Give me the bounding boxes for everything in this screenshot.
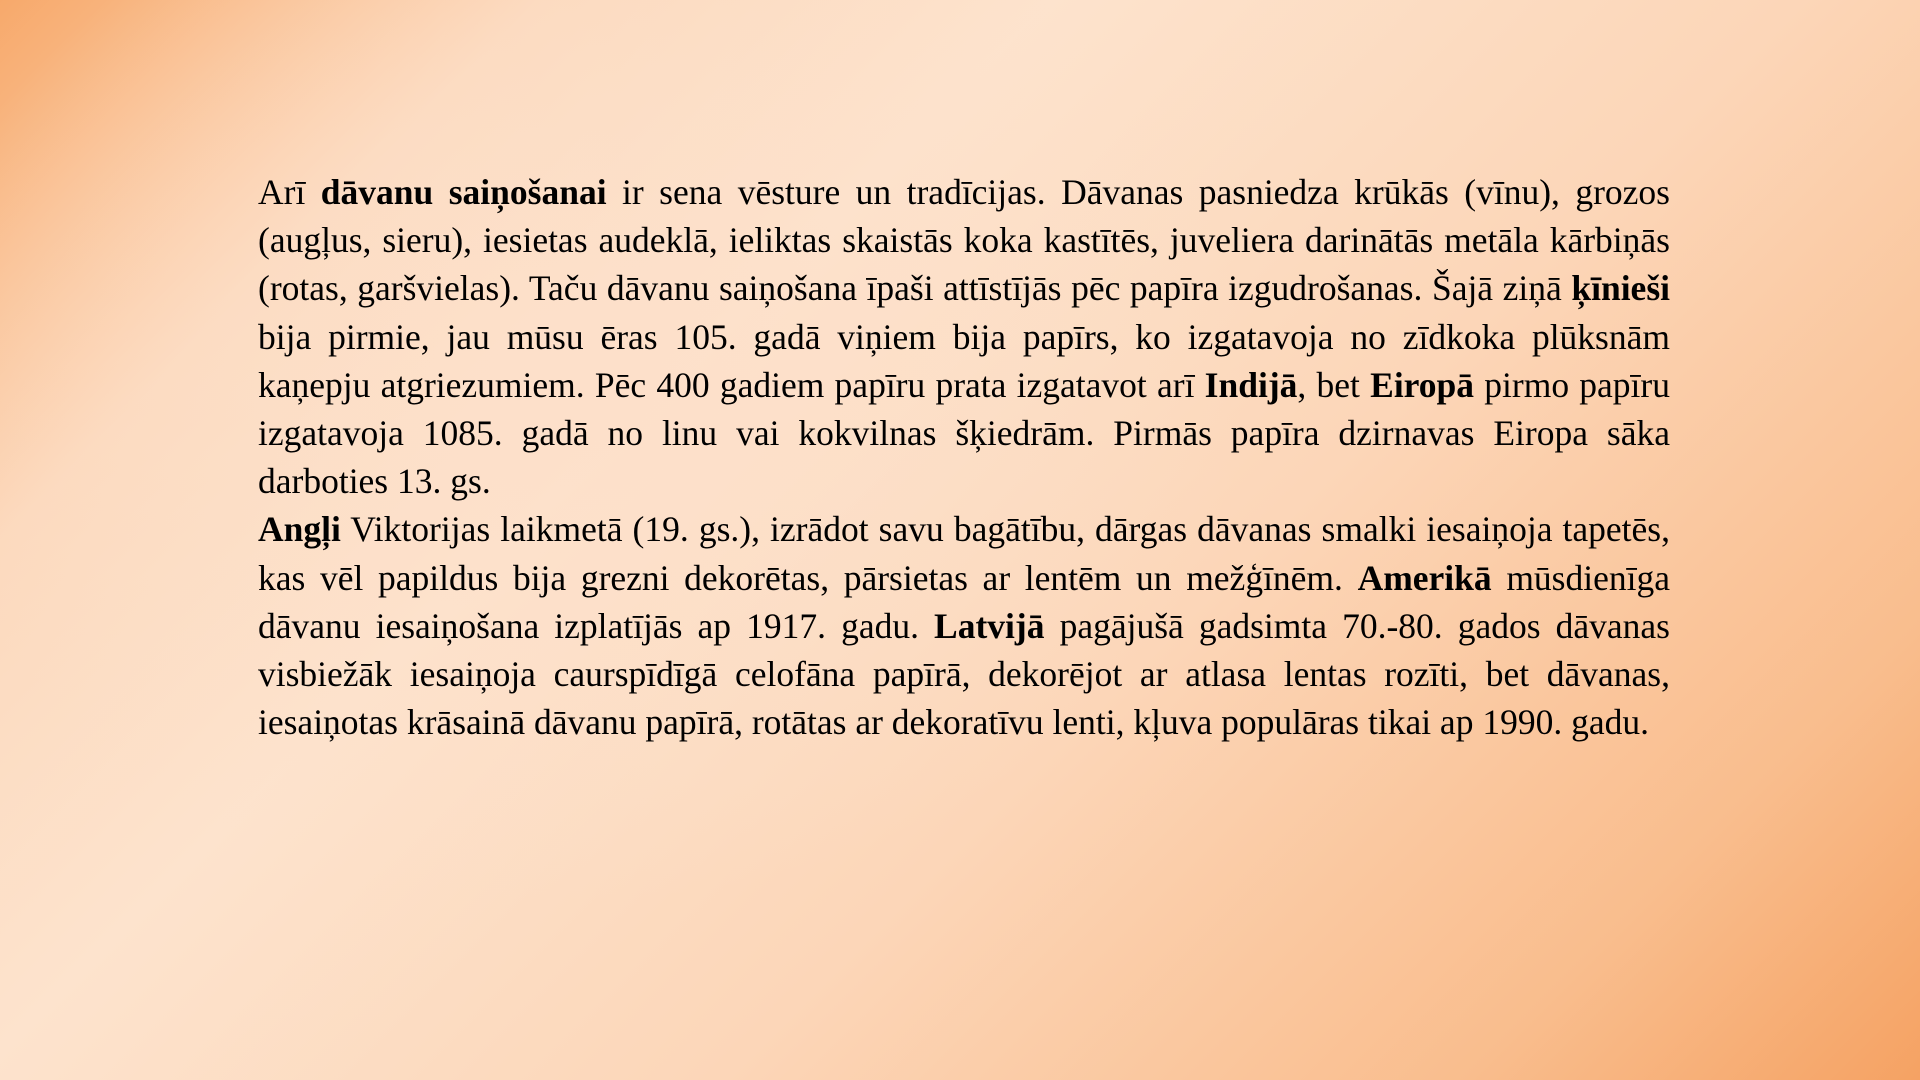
bold-term: dāvanu saiņošanai (320, 172, 607, 212)
bold-term: ķīnieši (1571, 268, 1670, 309)
text-run: , bet (1297, 364, 1371, 405)
bold-term: Eiropā (1370, 364, 1475, 405)
text-run: Arī (258, 172, 321, 212)
text-run: bija pirmie, jau mūsu ēras 105. gadā viņiem bija papīrs, ko izgatavoja no zīdkoka plūksnām kaņepju atgriezumiem. Pēc 400 gadiem papīru prata izgatavot arī (258, 316, 1670, 405)
bold-term: Indijā (1204, 364, 1298, 405)
slide-text-body (258, 168, 1670, 746)
paragraph-1 (258, 168, 1670, 505)
bold-term: Latvijā (934, 605, 1045, 646)
bold-term: Amerikā (1357, 557, 1492, 598)
text-run: pirmo papīru izgatavoja 1085. gadā no linu vai kokvilnas šķiedrām. Pirmās papīra dzirnavas Eiropa sāka darboties 13. gs. (258, 364, 1670, 502)
paragraph-2 (258, 505, 1670, 746)
text-run: pagājušā gadsimta 70.-80. gados dāvanas visbiežāk iesaiņoja caurspīdīgā celofāna papīrā, dekorējot ar atlasa lentas rozīti, bet dāvanas, iesaiņotas krāsainā dāvanu papīrā, rotātas ar dekoratīvu lenti, kļuva populāras tikai ap 1990. gadu. (258, 605, 1670, 743)
bold-term: Angļi (258, 509, 341, 550)
text-run: mūsdienīga dāvanu iesaiņošana izplatījās ap 1917. gadu. (258, 557, 1670, 646)
text-run: ir sena vēsture un tradīcijas. Dāvanas pasniedza krūkās (vīnu), grozos (augļus, sieru), iesietas audeklā, ieliktas skaistās koka kastītēs, juveliera darinātās metāla kārbiņās (rotas, garšvielas). Taču dāvanu saiņošana īpaši attīstījās pēc papīra izgudrošanas. Šajā ziņā (258, 172, 1670, 309)
text-run: Viktorijas laikmetā (19. gs.), izrādot savu bagātību, dārgas dāvanas smalki iesaiņoja tapetēs, kas vēl papildus bija grezni dekorētas, pārsietas ar lentēm un mežģīnēm. (258, 509, 1670, 598)
